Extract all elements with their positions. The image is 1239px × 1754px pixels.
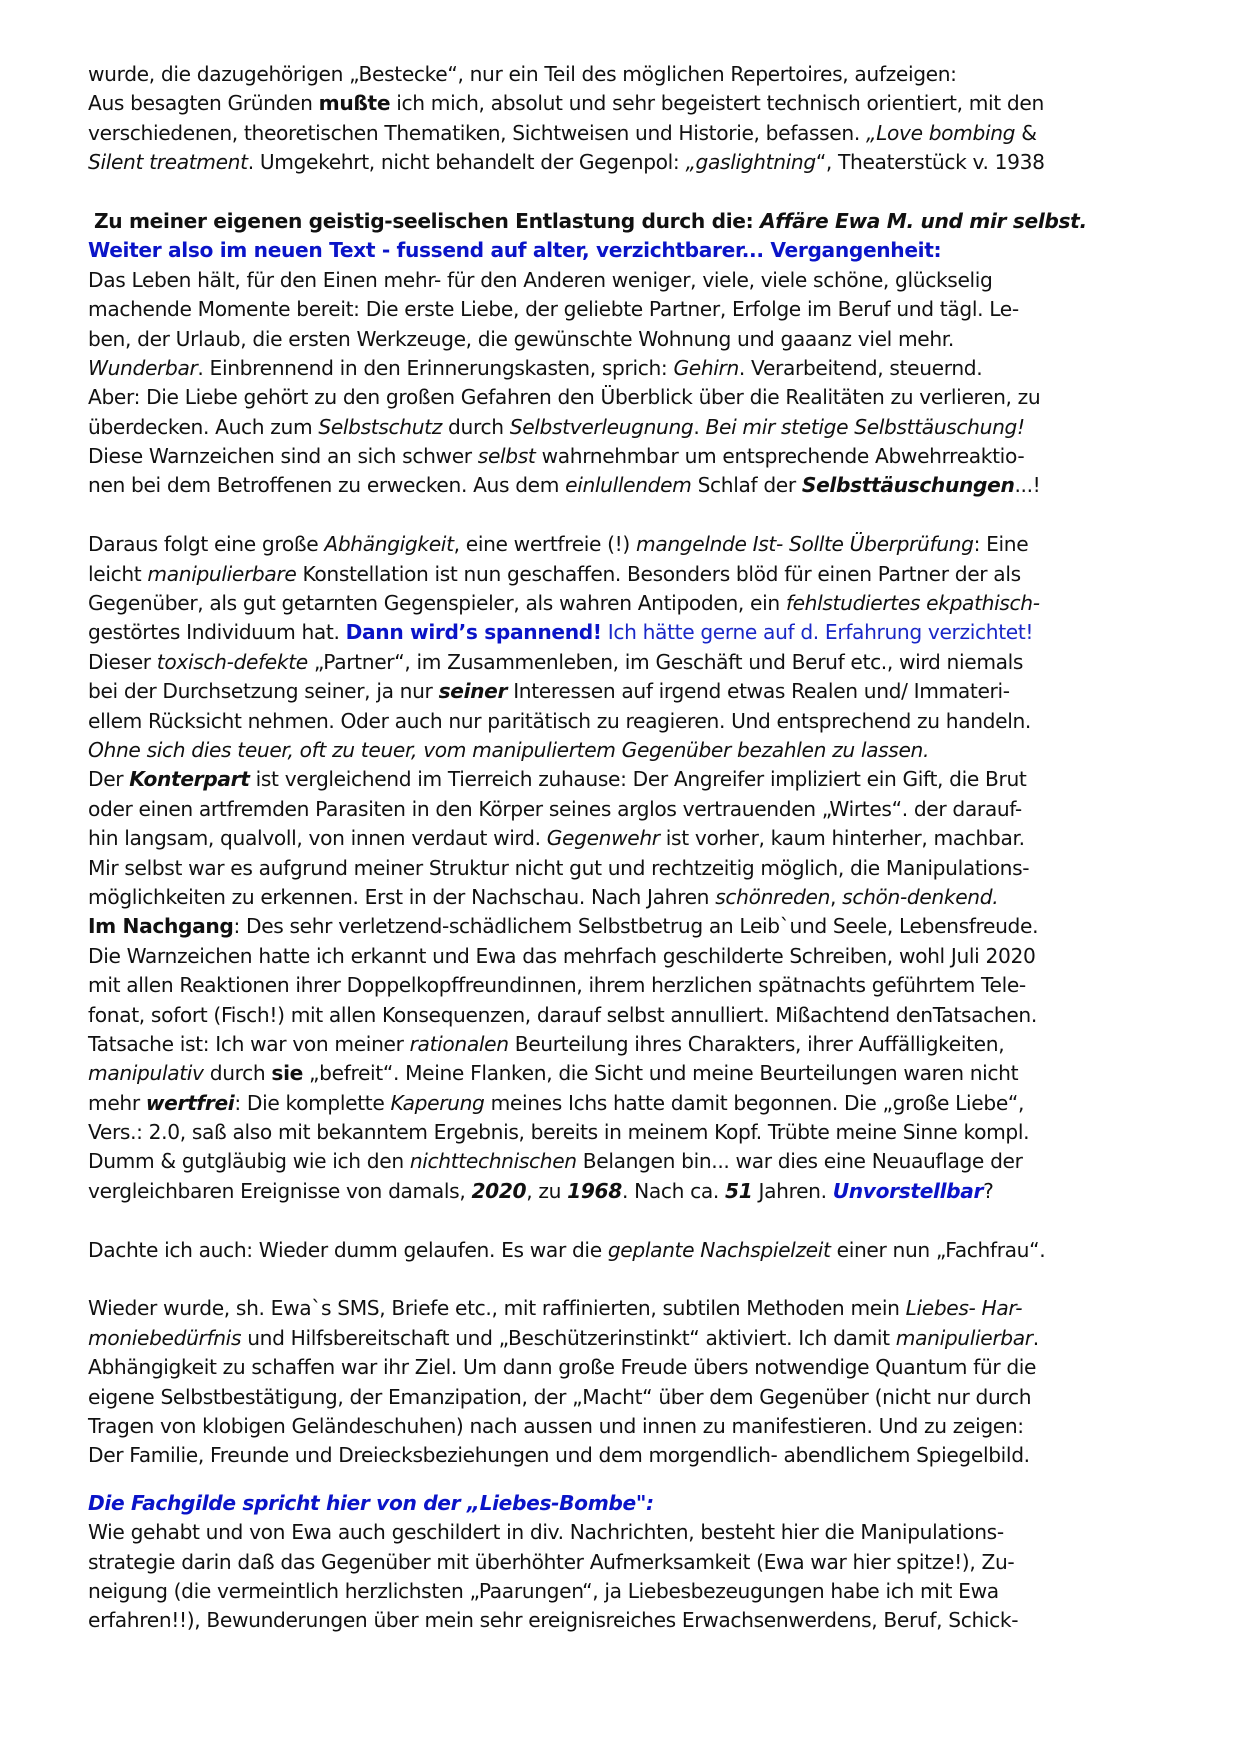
text-run: Wunderbar <box>88 355 198 380</box>
text-run: Jahren. <box>752 1178 833 1203</box>
text-run: Das Leben hält, für den Einen mehr- für den Anderen weniger, viele, viele schöne, glückselig <box>88 267 993 292</box>
text-run: Die Warnzeichen hatte ich erkannt und Ewa das mehrfach geschilderte Schreiben, wohl Juli 2020 <box>88 943 1036 968</box>
text-line <box>88 1606 1168 1635</box>
text-line <box>88 1030 1168 1059</box>
paragraph-gap <box>88 1471 1168 1489</box>
text-line <box>88 648 1168 677</box>
text-line <box>88 795 1168 824</box>
text-run: , zu <box>526 1178 568 1203</box>
text-run: . <box>1032 1325 1039 1350</box>
text-run: durch <box>441 414 510 439</box>
text-line <box>88 1518 1168 1547</box>
text-run: ist vergleichend im Tierreich zuhause: Der Angreifer impliziert ein Gift, die Brut <box>249 767 1027 792</box>
text-line <box>88 677 1168 706</box>
text-line <box>88 295 1168 324</box>
text-line <box>88 119 1168 148</box>
text-line <box>88 942 1168 971</box>
text-run: wertfrei <box>145 1090 235 1115</box>
paragraph-gap <box>88 501 1168 530</box>
text-run: einer nun „Fachfrau“. <box>830 1237 1046 1262</box>
text-run: sie <box>271 1061 303 1086</box>
text-line <box>88 1118 1168 1147</box>
section-heading-liebes-bombe: Die Fachgilde spricht hier von der „Liebes-Bombe": <box>88 1490 654 1515</box>
paragraph-gap <box>88 1206 1168 1235</box>
text-run: . Nach ca. <box>621 1178 726 1203</box>
text-run: und Hilfsbereitschaft und „Beschützerinstinkt“ aktiviert. Ich damit <box>241 1325 896 1350</box>
text-line <box>88 765 1168 794</box>
text-line <box>88 1147 1168 1176</box>
text-run: Bei mir stetige Selbsttäuschung! <box>705 414 1025 439</box>
text-line <box>88 383 1168 412</box>
text-run: einlullendem <box>565 473 692 498</box>
text-line <box>88 1001 1168 1030</box>
text-line <box>88 325 1168 354</box>
text-run: Gegenüber, als gut getarnten Gegenspieler, als wahren Antipoden, ein <box>88 591 786 616</box>
text-run: ? <box>983 1178 994 1203</box>
section-heading-weiter: Weiter also im neuen Text - fussend auf alter, verzichtbarer... Vergangenheit: <box>88 238 942 263</box>
text-run: Ohne sich dies teuer, oft zu teuer, vom manipuliertem Gegenüber bezahlen zu lassen. <box>88 737 930 762</box>
text-line <box>88 736 1168 765</box>
text-run: Dachte ich auch: Wieder dumm gelaufen. Es war die <box>88 1237 608 1262</box>
text-run: wurde, die dazugehörigen „Bestecke“, nur ein Teil des möglichen Repertoires, aufzeigen: <box>88 62 957 86</box>
text-run: machende Momente bereit: Die erste Liebe, der geliebte Partner, Erfolge im Beruf und tägl. Le- <box>88 297 1019 322</box>
section-heading-entlastung <box>88 207 1168 236</box>
text-run: Gehirn <box>673 355 739 380</box>
text-run: “, Theaterstück v. 1938 <box>815 150 1045 175</box>
text-line <box>88 1236 1168 1265</box>
document-page <box>88 60 1168 1636</box>
text-run: erfahren!!), Bewunderungen über mein sehr ereignisreiches Erwachsenwerdens, Beruf, Schick- <box>88 1608 1019 1633</box>
text-run: ellem Rücksicht nehmen. Oder auch nur paritätisch zu reagieren. Und entsprechend zu handeln. <box>88 708 1031 733</box>
text-run: schön-denkend. <box>842 884 999 909</box>
text-run: bei der Durchsetzung seiner, ja nur <box>88 679 439 704</box>
text-line <box>88 60 1168 89</box>
text-run: Abhängigkeit zu schaffen war ihr Ziel. Um dann große Freude übers notwendige Quantum für die <box>88 1355 1037 1380</box>
text-run: nichttechnischen <box>409 1149 577 1174</box>
text-run: Affäre Ewa M. und mir selbst. <box>760 208 1087 233</box>
text-run: Im Nachgang <box>88 914 234 939</box>
text-run: Der Familie, Freunde und Dreiecksbeziehungen und dem morgendlich- abendlichem Spiegelbild. <box>88 1443 1030 1468</box>
text-run: . Umgekehrt, nicht behandelt der Gegenpol: <box>247 150 686 175</box>
text-run: Wieder wurde, sh. Ewa`s SMS, Briefe etc., mit raffinierten, subtilen Methoden mein <box>88 1296 906 1321</box>
text-run: ist vorher, kaum hinterher, machbar. <box>659 826 1025 851</box>
text-run: leicht <box>88 561 148 586</box>
text-line <box>88 971 1168 1000</box>
text-run: manipulierbare <box>147 561 297 586</box>
text-run: : Die komplette <box>234 1090 391 1115</box>
text-line <box>88 1577 1168 1606</box>
text-run: Interessen auf irgend etwas Realen und/ Immateri- <box>507 679 1010 704</box>
text-run: „Love bombing <box>865 120 1016 145</box>
text-line <box>88 560 1168 589</box>
text-line <box>88 589 1168 618</box>
paragraph-intro <box>88 60 1168 178</box>
text-run: Unvorstellbar <box>832 1178 984 1203</box>
text-run: Liebes- Har- <box>905 1296 1023 1321</box>
text-run: moniebedürfnis <box>88 1325 242 1350</box>
text-line <box>88 530 1168 559</box>
text-line <box>88 1177 1168 1206</box>
paragraph-gap <box>88 178 1168 207</box>
text-line <box>88 854 1168 883</box>
text-run: fehlstudiertes ekpathisch- <box>785 591 1040 616</box>
text-line <box>88 1089 1168 1118</box>
text-run: Dumm & gutgläubig wie ich den <box>88 1149 410 1174</box>
text-run: 1968 <box>567 1178 622 1203</box>
paragraph-wieder <box>88 1294 1168 1470</box>
text-run: gestörtes Individuum hat. <box>88 620 346 645</box>
text-run: meines Ichs hatte damit begonnen. Die „große Liebe“, <box>484 1090 1025 1115</box>
text-run: manipulativ <box>88 1061 204 1086</box>
text-run: Selbsttäuschungen <box>801 473 1015 498</box>
text-run: . Einbrennend in den Erinnerungskasten, sprich: <box>197 355 674 380</box>
text-run: Mir selbst war es aufgrund meiner Struktur nicht gut und rechtzeitig möglich, die Manipulations- <box>88 855 1030 880</box>
text-run: rationalen <box>409 1031 509 1056</box>
text-run: vergleichbaren Ereignisse von damals, <box>88 1178 472 1203</box>
text-line <box>88 618 1168 647</box>
text-line <box>88 824 1168 853</box>
text-run: Konterpart <box>129 767 250 792</box>
text-run: geplante Nachspielzeit <box>607 1237 831 1262</box>
text-run: durch <box>203 1061 272 1086</box>
text-run: fonat, sofort (Fisch!) mit allen Konsequenzen, darauf selbst annulliert. Mißachtend denTatsachen. <box>88 1002 1037 1027</box>
text-run: Dieser <box>88 649 157 674</box>
text-run: . Verarbeitend, steuernd. <box>738 355 983 380</box>
text-run: eigene Selbstbestätigung, der Emanzipation, der „Macht“ über dem Gegenüber (nicht nur durch <box>88 1384 1032 1409</box>
text-run: Tatsache ist: Ich war von meiner <box>88 1031 410 1056</box>
text-run: Silent treatment <box>88 150 248 175</box>
text-line <box>88 1412 1168 1441</box>
text-line <box>88 912 1168 941</box>
text-run: überdecken. Auch zum <box>88 414 319 439</box>
text-run: Ich hätte gerne auf d. Erfahrung verzichtet! <box>601 620 1034 645</box>
text-run: oder einen artfremden Parasiten in den Körper seines arglos vertrauenden „Wirtes“. der darauf- <box>88 796 1022 821</box>
text-run: Vers.: 2.0, saß also mit bekanntem Ergebnis, bereits in meinem Kopf. Trübte meine Sinne kompl. <box>88 1120 1030 1145</box>
text-run: Schlaf der <box>691 473 802 498</box>
text-line <box>88 413 1168 442</box>
text-line <box>88 471 1168 500</box>
text-line <box>88 266 1168 295</box>
text-line <box>88 1324 1168 1353</box>
text-run: schönreden <box>715 884 831 909</box>
text-run: strategie darin daß das Gegenüber mit überhöhter Aufmerksamkeit (Ewa war hier spitze!), Zu- <box>88 1549 1015 1574</box>
text-run: Selbstverleugnung <box>509 414 694 439</box>
text-run: Kaperung <box>390 1090 485 1115</box>
text-run: möglichkeiten zu erkennen. Erst in der Nachschau. Nach Jahren <box>88 884 716 909</box>
text-run: Diese Warnzeichen sind an sich schwer <box>88 444 478 469</box>
text-run: Aus besagten Gründen <box>88 91 319 116</box>
paragraph-leben <box>88 266 1168 501</box>
text-run: selbst <box>477 444 536 469</box>
text-run: mit allen Reaktionen ihrer Doppelkopffreundinnen, ihrem herzlichen spätnachts geführtem Tele- <box>88 973 1026 998</box>
text-line <box>88 707 1168 736</box>
paragraph-gap <box>88 1265 1168 1294</box>
text-line <box>88 148 1168 177</box>
text-run: verschiedenen, theoretischen Thematiken, Sichtweisen und Historie, befassen. <box>88 120 866 145</box>
paragraph-abhaengigkeit <box>88 530 1168 1206</box>
text-run: Zu meiner eigenen geistig-seelischen Entlastung durch die: <box>94 208 761 233</box>
text-run: Dann wird’s spannend! <box>345 620 602 645</box>
text-line <box>88 1383 1168 1412</box>
text-run: : Eine <box>973 532 1029 557</box>
paragraph-wie-gehabt <box>88 1518 1168 1636</box>
text-run: Beurteilung ihres Charakters, ihrer Auffälligkeiten, <box>508 1031 1005 1056</box>
text-line <box>88 1548 1168 1577</box>
text-run: wahrnehmbar um entsprechende Abwehrreaktio- <box>535 444 1025 469</box>
text-run: „gaslightning <box>685 150 816 175</box>
text-run: nen bei dem Betroffenen zu erwecken. Aus dem <box>88 473 566 498</box>
text-run: Tragen von klobigen Geländeschuhen) nach aussen und innen zu manifestieren. Und zu zeigen: <box>88 1413 1024 1438</box>
text-run: Selbstschutz <box>318 414 442 439</box>
text-run: mehr <box>88 1090 146 1115</box>
text-line <box>88 1353 1168 1382</box>
text-line <box>88 354 1168 383</box>
text-line <box>88 89 1168 118</box>
text-run: mangelnde Ist- Sollte Überprüfung <box>636 532 974 557</box>
text-run: „Partner“, im Zusammenleben, im Geschäft und Beruf etc., wird niemals <box>307 649 1024 674</box>
text-run: ben, der Urlaub, die ersten Werkzeuge, die gewünschte Wohnung und gaaanz viel mehr. <box>88 326 954 351</box>
text-run: Wie gehabt und von Ewa auch geschildert in div. Nachrichten, besteht hier die Manipulations- <box>88 1520 1004 1545</box>
text-run: , <box>830 884 843 909</box>
text-run: manipulierbar <box>895 1325 1033 1350</box>
text-run: , eine wertfreie (!) <box>453 532 637 557</box>
paragraph-dachte <box>88 1236 1168 1265</box>
text-run: Daraus folgt eine große <box>88 532 325 557</box>
text-line <box>88 442 1168 471</box>
text-run: toxisch-defekte <box>156 649 308 674</box>
text-run: Belangen bin... war dies eine Neuauflage der <box>576 1149 1023 1174</box>
text-line <box>88 883 1168 912</box>
text-run: Aber: Die Liebe gehört zu den großen Gefahren den Überblick über die Realitäten zu verlieren, zu <box>88 385 1041 410</box>
text-run: . <box>693 414 706 439</box>
text-run: mußte <box>318 91 391 116</box>
text-line <box>88 1059 1168 1088</box>
text-run: : Des sehr verletzend-schädlichem Selbstbetrug an Leib`und Seele, Lebensfreude. <box>233 914 1039 939</box>
text-run: 51 <box>725 1178 753 1203</box>
text-run: seiner <box>438 679 508 704</box>
text-run: ...! <box>1014 473 1041 498</box>
text-run: Abhängigkeit <box>324 532 454 557</box>
text-line <box>88 1441 1168 1470</box>
text-run: „befreit“. Meine Flanken, die Sicht und meine Beurteilungen waren nicht <box>302 1061 1019 1086</box>
text-run: Konstellation ist nun geschaffen. Besonders blöd für einen Partner der als <box>296 561 1021 586</box>
text-run: neigung (die vermeintlich herzlichsten „Paarungen“, ja Liebesbezeugungen habe ich mit Ewa <box>88 1578 999 1603</box>
text-run: 2020 <box>471 1178 527 1203</box>
text-run: Gegenwehr <box>546 826 660 851</box>
text-run: ich mich, absolut und sehr begeistert technisch orientiert, mit den <box>390 91 1044 116</box>
text-run: & <box>1015 120 1037 145</box>
text-line <box>88 1294 1168 1323</box>
text-run: hin langsam, qualvoll, von innen verdaut wird. <box>88 826 547 851</box>
text-run: Der <box>88 767 130 792</box>
